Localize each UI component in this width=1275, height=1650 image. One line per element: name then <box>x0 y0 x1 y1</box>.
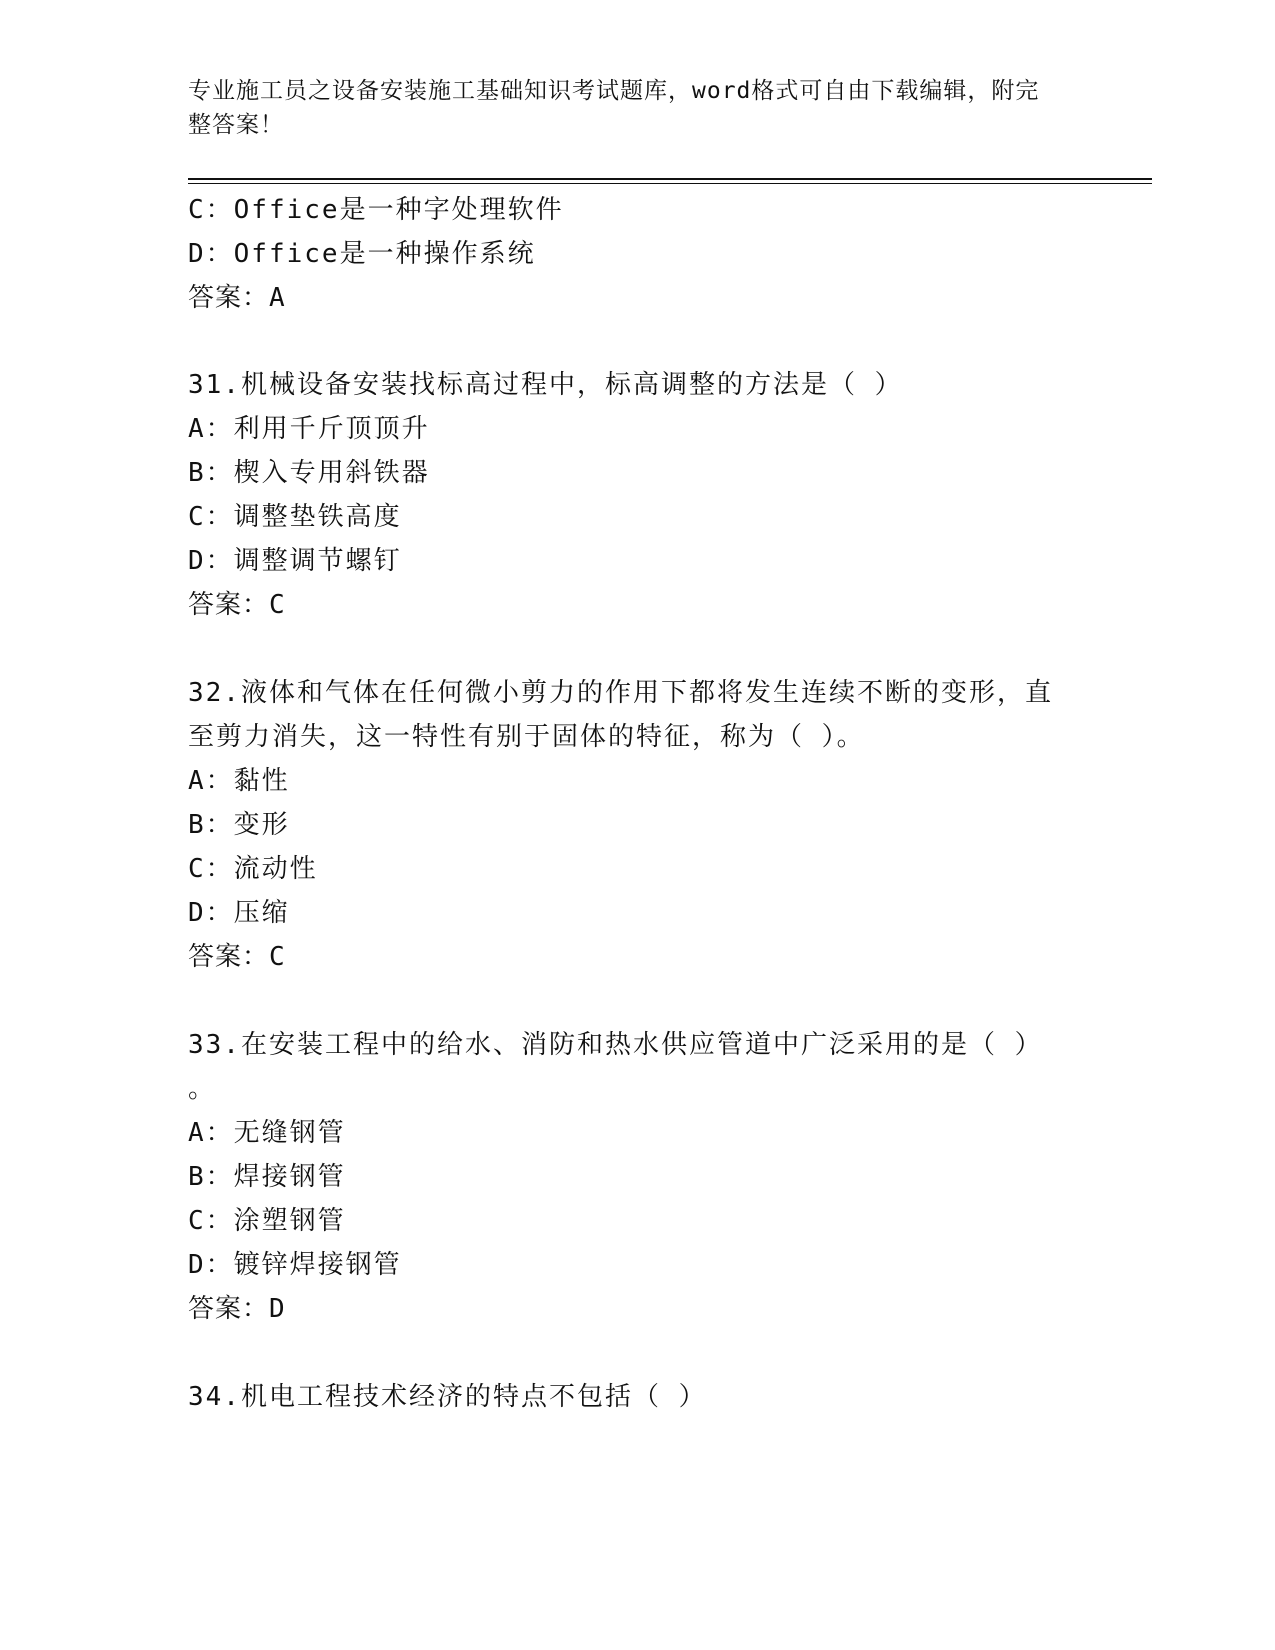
q32-option-c: C：流动性 <box>188 854 318 884</box>
q32-option-d: D：压缩 <box>188 898 290 928</box>
q33-answer-label: 答案： <box>188 1294 270 1324</box>
q31-option-d: D：调整调节螺钉 <box>188 546 402 576</box>
q31-stem: 31.机械设备安装找标高过程中，标高调整的方法是（ ） <box>188 370 903 400</box>
header-line-2: 整答案！ <box>188 112 284 138</box>
q32-answer-value: C <box>269 942 286 972</box>
q33-stem-line-2: 。 <box>188 1074 217 1104</box>
q33-answer-value: D <box>269 1294 286 1324</box>
document-header <box>188 74 1088 142</box>
q33-answer <box>188 1292 286 1326</box>
q32-option-b: B：变形 <box>188 810 290 840</box>
q30-answer <box>188 281 286 315</box>
q33-option-a: A：无缝钢管 <box>188 1118 346 1148</box>
q31-option-a: A：利用千斤顶顶升 <box>188 414 430 444</box>
q32-answer-label: 答案： <box>188 942 270 972</box>
q33-option-d: D：镀锌焊接钢管 <box>188 1250 402 1280</box>
header-divider-thick <box>188 178 1152 180</box>
q30-answer-label: 答案： <box>188 283 270 313</box>
q32-stem-line-2: 至剪力消失，这一特性有别于固体的特征，称为（ ）。 <box>188 722 865 752</box>
q32-stem-line-1: 32.液体和气体在任何微小剪力的作用下都将发生连续不断的变形，直 <box>188 678 1053 708</box>
q34-stem: 34.机电工程技术经济的特点不包括（ ） <box>188 1382 707 1412</box>
q33-stem-line-1: 33.在安装工程中的给水、消防和热水供应管道中广泛采用的是（ ） <box>188 1030 1043 1060</box>
q33-option-c: C：涂塑钢管 <box>188 1206 346 1236</box>
q31-answer-label: 答案： <box>188 590 270 620</box>
header-line-1: 专业施工员之设备安装施工基础知识考试题库，word格式可自由下载编辑，附完 <box>188 78 1040 104</box>
q33-option-b: B：焊接钢管 <box>188 1162 346 1192</box>
q31-option-b: B：楔入专用斜铁器 <box>188 458 430 488</box>
q31-answer <box>188 588 286 622</box>
q31-answer-value: C <box>269 590 286 620</box>
q32-answer <box>188 940 286 974</box>
q30-option-d: D：Office是一种操作系统 <box>188 239 536 269</box>
q30-option-c: C：Office是一种字处理软件 <box>188 195 564 225</box>
q31-option-c: C：调整垫铁高度 <box>188 502 402 532</box>
header-divider-thin <box>188 183 1152 184</box>
q30-answer-value: A <box>269 283 286 313</box>
q32-option-a: A：黏性 <box>188 766 290 796</box>
